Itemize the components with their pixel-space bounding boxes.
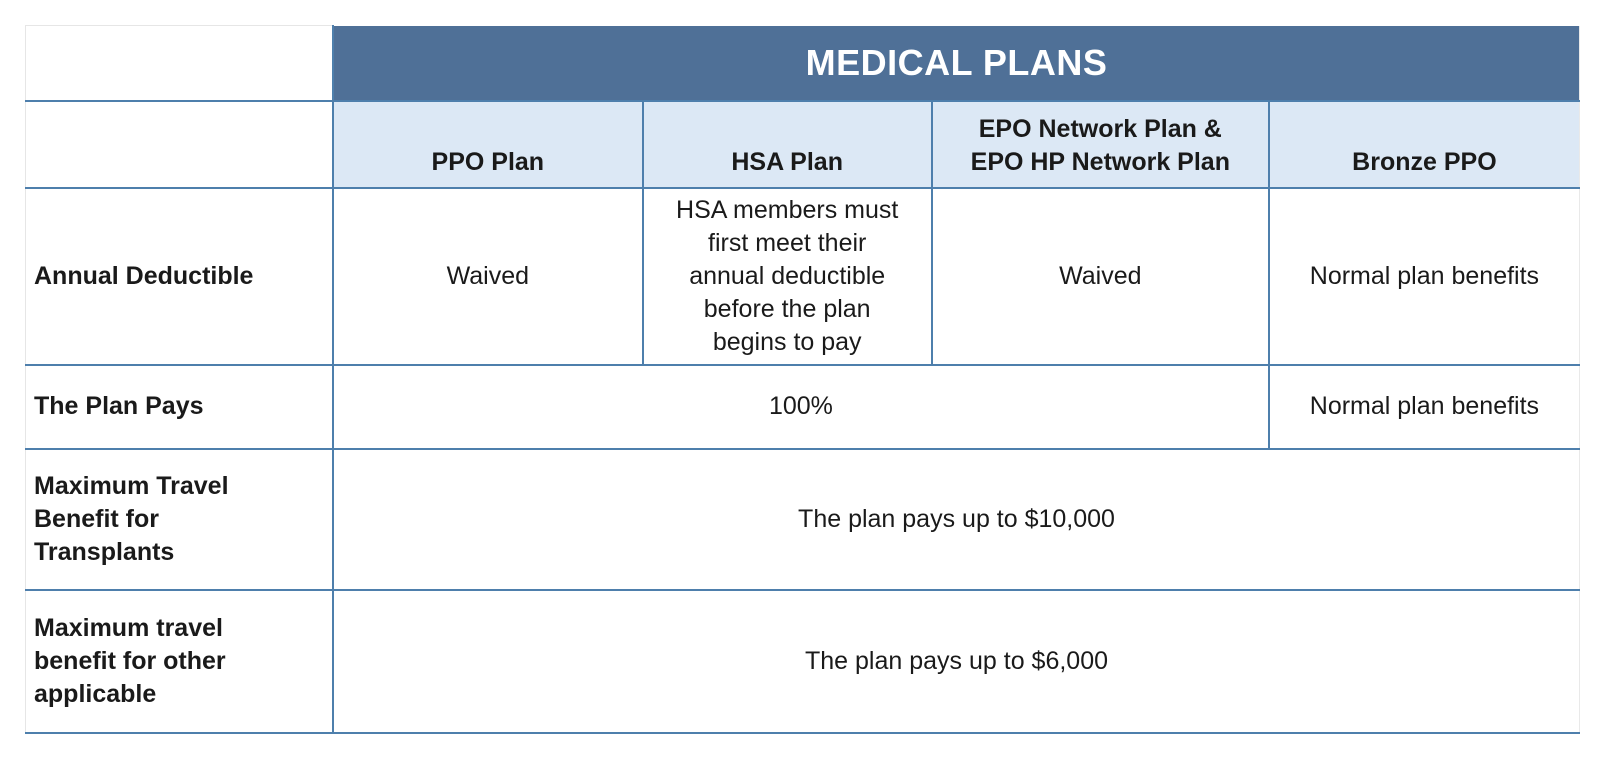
column-header-hsa-plan: HSA Plan xyxy=(643,101,932,188)
table-row-max-travel-transplants xyxy=(26,449,1580,590)
row-label-line: Transplants xyxy=(34,537,175,566)
cell-plan-pays-ppo-hsa-epo: 100% xyxy=(333,365,1269,449)
column-header-epo-line-1: EPO Network Plan & xyxy=(978,114,1222,143)
cell-plan-pays-bronze: Normal plan benefits xyxy=(1269,365,1580,449)
table-row-annual-deductible xyxy=(26,188,1580,365)
row-label-max-travel-other xyxy=(26,590,334,733)
table-title: MEDICAL PLANS xyxy=(333,26,1579,101)
row-label-line: Benefit for xyxy=(34,504,159,533)
hsa-deductible-line: annual deductible xyxy=(689,261,886,290)
cell-max-travel-other-all: The plan pays up to $6,000 xyxy=(333,590,1579,733)
row-label-max-travel-transplants xyxy=(26,449,334,590)
row-label-line: Maximum Travel xyxy=(34,471,229,500)
column-header-bronze-ppo: Bronze PPO xyxy=(1269,101,1580,188)
cell-max-travel-transplants-all: The plan pays up to $10,000 xyxy=(333,449,1579,590)
row-label-annual-deductible: Annual Deductible xyxy=(26,188,334,365)
column-header-epo-line-2: EPO HP Network Plan xyxy=(970,147,1230,176)
cell-annual-deductible-epo: Waived xyxy=(932,188,1269,365)
cell-annual-deductible-bronze: Normal plan benefits xyxy=(1269,188,1580,365)
table-row-plan-pays xyxy=(26,365,1580,449)
column-header-epo-network-plan xyxy=(932,101,1269,188)
row-label-line: applicable xyxy=(34,679,157,708)
hsa-deductible-line: first meet their xyxy=(708,228,867,257)
hsa-deductible-line: begins to pay xyxy=(712,327,862,356)
cell-annual-deductible-hsa xyxy=(643,188,932,365)
medical-plans-table xyxy=(25,25,1580,734)
header-corner-cell xyxy=(26,101,334,188)
hsa-deductible-line: before the plan xyxy=(703,294,871,323)
table-row-max-travel-other xyxy=(26,590,1580,733)
row-label-line: Maximum travel xyxy=(34,613,223,642)
table-title-row xyxy=(26,26,1580,101)
column-header-row xyxy=(26,101,1580,188)
cell-annual-deductible-ppo: Waived xyxy=(333,188,643,365)
corner-cell xyxy=(26,26,334,101)
row-label-plan-pays: The Plan Pays xyxy=(26,365,334,449)
column-header-ppo-plan: PPO Plan xyxy=(333,101,643,188)
row-label-line: benefit for other xyxy=(34,646,226,675)
hsa-deductible-line: HSA members must xyxy=(676,195,899,224)
